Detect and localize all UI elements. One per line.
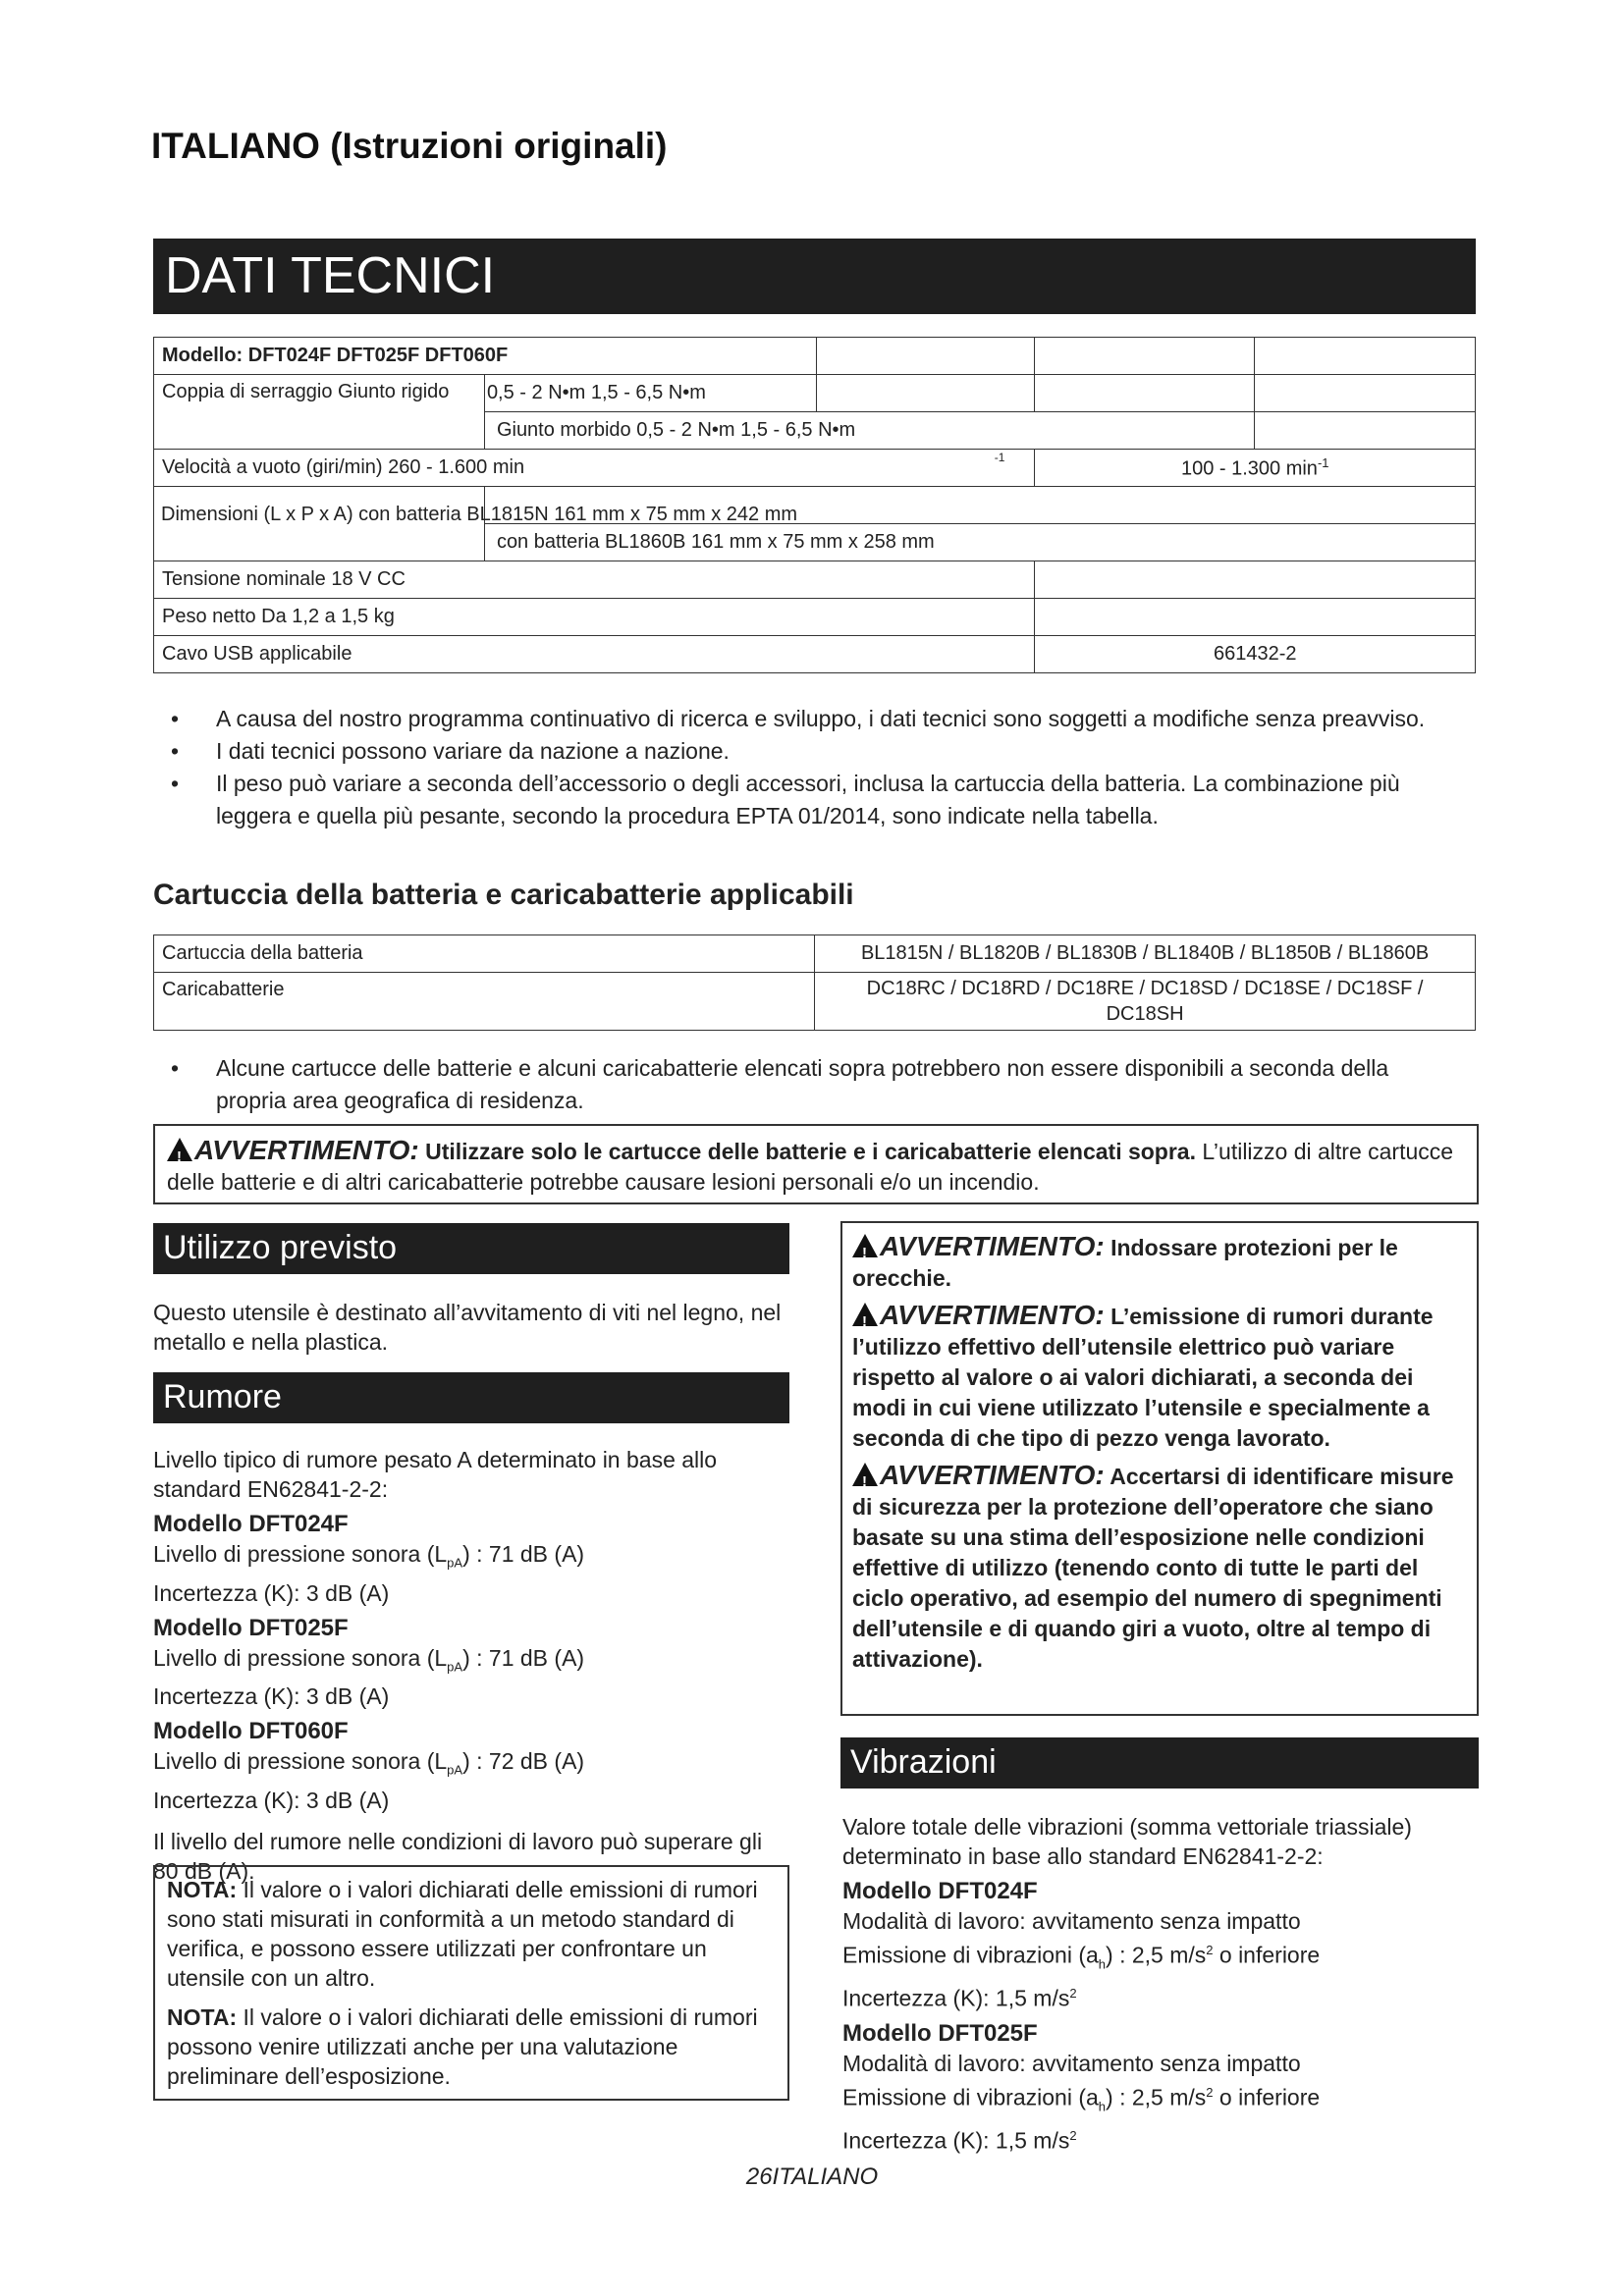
noise-uncertainty: Incertezza (K): 3 dB (A)	[153, 1683, 390, 1710]
spec-torque-label: Coppia di serraggio Giunto rigido	[154, 375, 485, 450]
noise-intro: Livello tipico di rumore pesato A determinato in base allo standard EN62841-2-2:	[153, 1447, 718, 1502]
vibration-block	[842, 1812, 1471, 2156]
spec-note: • A causa del nostro programma continuativo di ricerca e sviluppo, i dati tecnici sono soggetti a modifiche senza preavviso.	[153, 703, 1479, 735]
vibration-uncertainty: Incertezza (K): 1,5 $m/s^2$	[842, 1985, 1077, 2011]
warning-icon	[852, 1463, 878, 1486]
vibration-mode: Modalità di lavoro: avvitamento senza impatto	[842, 2050, 1301, 2076]
spec-usb-label: Cavo USB applicabile	[154, 636, 1035, 673]
spec-torque-hard: 0,5 - 2 N•m 1,5 - 6,5 N•m	[484, 375, 816, 412]
noise-pressure: Livello di pressione sonora $(L_{pA})$ : 71 dB (A)	[153, 1644, 585, 1675]
spec-speed	[154, 450, 1035, 487]
warning-bold-text: Utilizzare solo le cartucce delle batterie e i caricabatterie elencati sopra.	[425, 1139, 1196, 1164]
warning-icon	[852, 1303, 878, 1326]
spec-note: • I dati tecnici possono variare da nazione a nazione.	[153, 735, 1479, 768]
battery-notes	[153, 1052, 1430, 1117]
charger-value: DC18RC / DC18RD / DC18RE / DC18SD / DC18SE / DC18SF / DC18SH	[815, 973, 1476, 1031]
battery-value: BL1815N / BL1820B / BL1830B / BL1840B / BL1850B / BL1860B	[815, 935, 1476, 973]
noise-warning: !AVVERTIMENTO: L’emissione di rumori durante l’utilizzo effettivo dell’utensile elettrico può variare rispetto al valore o ai valori dichiarati, a seconda dei modi in cui viene utilizzato l’utensile e specialmente a seconda di che tipo di pezzo venga lavorato.	[852, 1300, 1467, 1454]
page-footer: 26ITALIANO	[745, 2163, 879, 2190]
spec-dim-text: Dimensioni (L x P x A) con batteria BL1815N 161 mm x 75 mm x 242 mm	[161, 504, 798, 525]
noise-work-note: Il livello del rumore nelle condizioni di lavoro può superare gli 80 dB (A).	[153, 1828, 763, 1884]
specs-section-title: DATI TECNICI	[153, 239, 1476, 314]
spec-note: • Il peso può variare a seconda dell’accessorio o degli accessori, inclusa la cartuccia della batteria. La combinazione più leggera e quella più pesante, secondo la procedura EPTA 01/2014, sono indicate nella tabella.	[153, 768, 1479, 832]
noise-pressure: Livello di pressione sonora $(L_{pA})$ : 72 dB (A)	[153, 1748, 585, 1778]
spec-voltage: Tensione nominale 18 V CC	[154, 561, 1035, 599]
noise-model-name: Modello DFT060F	[153, 1718, 349, 1745]
vibration-model-name: Modello DFT024F	[842, 1878, 1038, 1904]
noise-uncertainty: Incertezza (K): 3 dB (A)	[153, 1579, 390, 1606]
noise-warning: !AVVERTIMENTO: Indossare protezioni per le orecchie.	[852, 1231, 1467, 1294]
warning-icon	[167, 1138, 192, 1161]
noise-notes-box	[153, 1865, 789, 2101]
spec-torque-soft: Giunto morbido 0,5 - 2 N•m 1,5 - 6,5 N•m	[484, 412, 1254, 450]
spec-speed-value: 100 - 1.300 $\min^{-1}$	[1035, 450, 1476, 487]
vibration-intro: Valore totale delle vibrazioni (somma vettoriale triassiale) determinato in base allo standard EN62841-2-2:	[842, 1814, 1412, 1869]
noise-warnings-box	[840, 1221, 1479, 1716]
noise-uncertainty: Incertezza (K): 3 dB (A)	[153, 1787, 390, 1813]
warning-text: L’utilizzo di altre cartucce delle batterie e di altri caricabatterie potrebbe causare lesioni personali e/o un incendio.	[167, 1139, 1454, 1195]
noise-block	[153, 1445, 782, 1886]
spec-speed-exp: -1	[994, 451, 1005, 464]
battery-label: Cartuccia della batteria	[154, 935, 815, 973]
noise-note: NOTA: Il valore o i valori dichiarati delle emissioni di rumori sono stati misurati in conformità a un metodo standard di verifica, e possono essere utilizzati per confrontare un utensile con un altro.	[167, 1877, 758, 1991]
spec-speed-label: Velocità a vuoto (giri/min) 260 - 1.600 min	[162, 456, 525, 478]
warning-label: AVVERTIMENTO:	[194, 1135, 419, 1165]
intended-use-text: Questo utensile è destinato all’avvitamento di viti nel legno, nel metallo e nella plastica.	[153, 1300, 782, 1355]
vibration-title: Vibrazioni	[840, 1737, 1479, 1789]
spec-usb-value: 661432-2	[1035, 636, 1476, 673]
battery-table	[153, 934, 1476, 1031]
spec-dim-second: con batteria BL1860B 161 mm x 75 mm x 258 mm	[484, 524, 1475, 561]
spec-weight: Peso netto Da 1,2 a 1,5 kg	[154, 599, 1035, 636]
warning-icon	[852, 1234, 878, 1257]
spec-model: Modello: DFT024F DFT025F DFT060F	[154, 338, 817, 375]
specs-notes	[153, 703, 1479, 832]
vibration-model-name: Modello DFT025F	[842, 2019, 1038, 2047]
vibration-emission: Emissione di vibrazioni $(a_h)$ : 2,5 $m/s^2$ o inferiore	[842, 2084, 1321, 2114]
noise-model-name: Modello DFT025F	[153, 1614, 349, 1641]
page-language-title: ITALIANO (Istruzioni originali)	[151, 126, 668, 166]
noise-note: NOTA: Il valore o i valori dichiarati delle emissioni di rumori possono venire utilizzati anche per una valutazione preliminare dell’esposizione.	[167, 2004, 758, 2089]
noise-warning: !AVVERTIMENTO: Accertarsi di identificare misure di sicurezza per la protezione dell’operatore che siano basate su una stima dell’esposizione nelle condizioni effettive di utilizzo (tenendo conto di tutte le parti del ciclo operativo, ad esempio del numero di spegnimenti dell’utensile e di quando giri a vuoto, oltre al tempo di attivazione).	[852, 1460, 1467, 1675]
noise-model-name: Modello DFT024F	[153, 1511, 349, 1537]
vibration-uncertainty: Incertezza (K): 1,5 $m/s^2$	[842, 2127, 1077, 2154]
noise-title: Rumore	[153, 1372, 789, 1423]
battery-note: • Alcune cartucce delle batterie e alcuni caricabatterie elencati sopra potrebbero non essere disponibili a seconda della propria area geografica di residenza.	[153, 1052, 1430, 1117]
vibration-mode: Modalità di lavoro: avvitamento senza impatto	[842, 1908, 1301, 1934]
vibration-emission: Emissione di vibrazioni $(a_h)$ : 2,5 $m/s^2$ o inferiore	[842, 1942, 1321, 1972]
battery-section-title: Cartuccia della batteria e caricabatterie applicabili	[153, 879, 854, 911]
charger-label: Caricabatterie	[154, 973, 815, 1031]
battery-warning-box	[153, 1124, 1479, 1204]
intended-use-title: Utilizzo previsto	[153, 1223, 789, 1274]
noise-pressure: Livello di pressione sonora $(L_{pA})$ : 71 dB (A)	[153, 1541, 585, 1571]
